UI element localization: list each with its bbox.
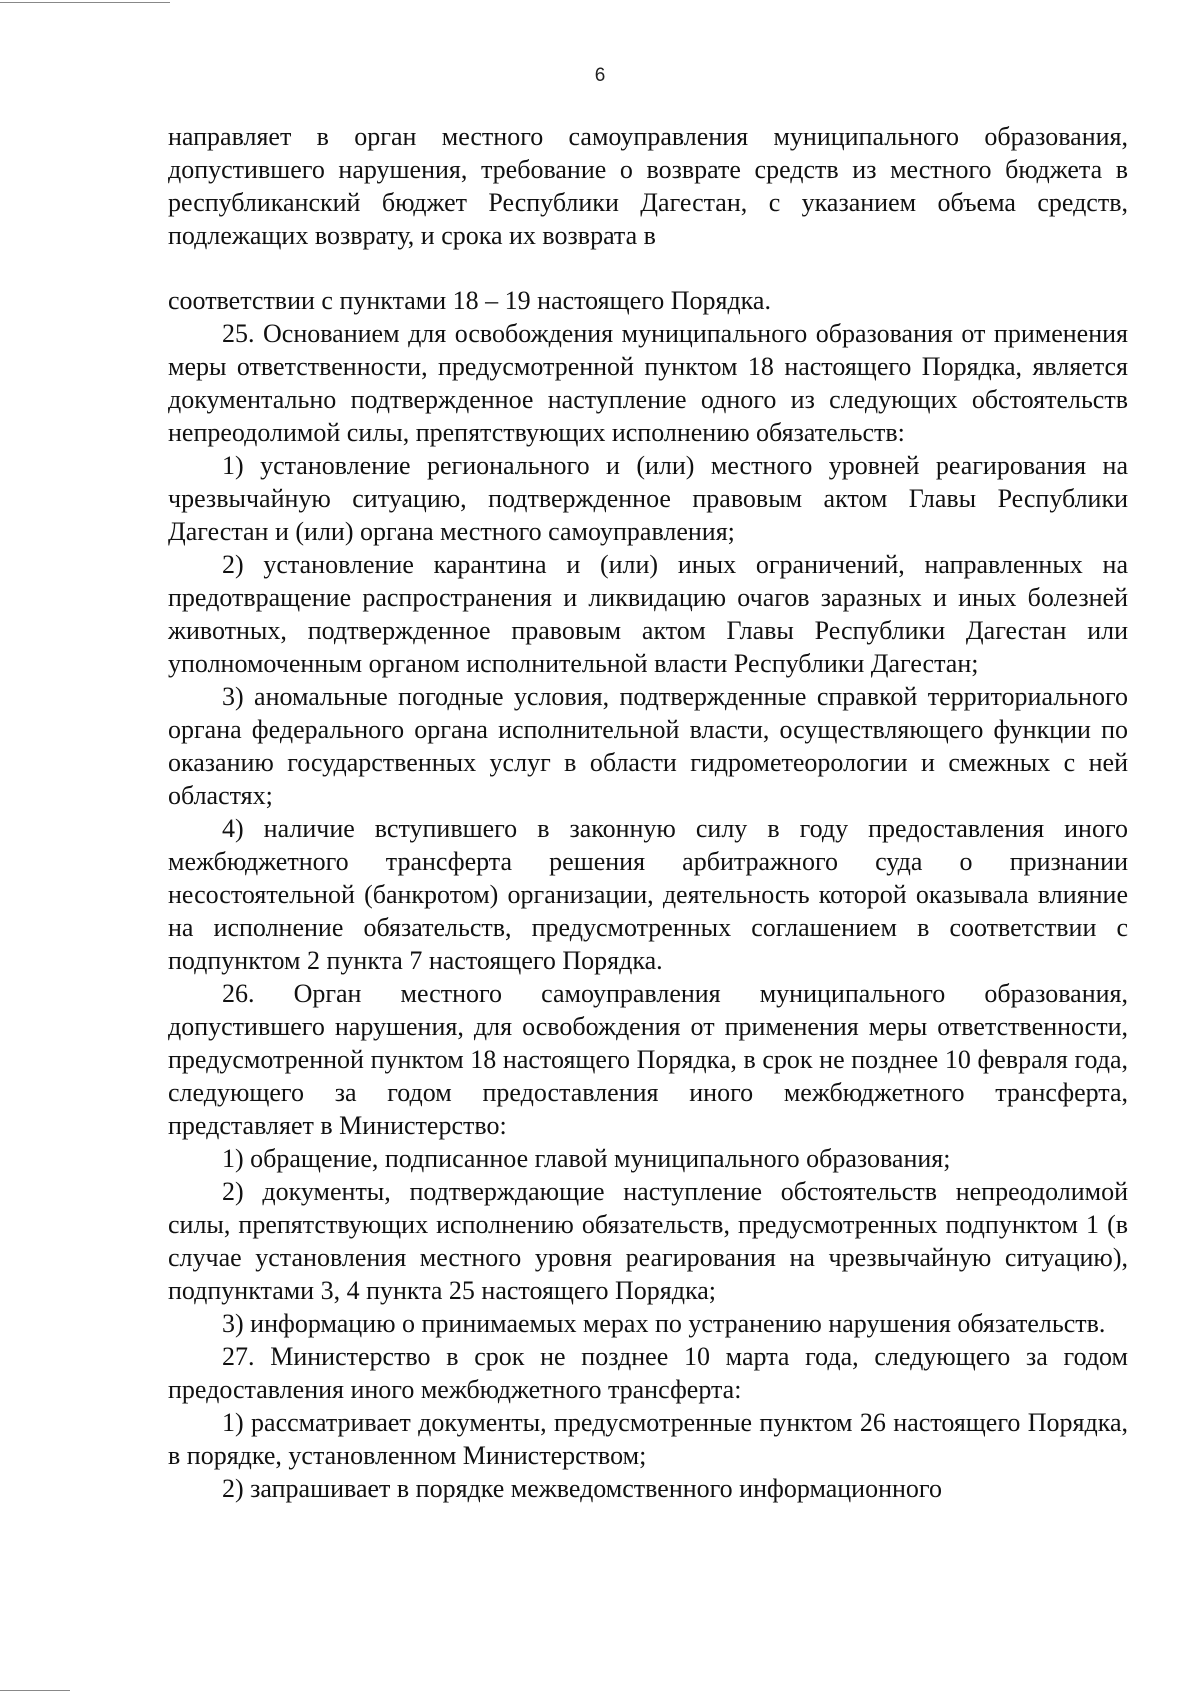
document-body [168,120,1128,1505]
scan-edge-mark-top [0,2,170,3]
paragraph-25-item-4: 4) наличие вступившего в законную силу в году предоставления иного межбюджетного трансферта решения арбитражного суда о признании несостоятельной (банкротом) организации, деятельность которой оказывала влияние на исполнение обязательств, предусмотренных соглашением в соответствии с подпунктом 2 пункта 7 настоящего Порядка. [168,814,1128,975]
paragraph-25-item-2: 2) установление карантина и (или) иных ограничений, направленных на предотвращение распространения и ликвидацию очагов заразных и иных болезней животных, подтвержденное правовым актом Главы Республики Дагестан или уполномоченным органом исполнительной власти Республики Дагестан; [168,550,1128,678]
paragraph-25-item-3: 3) аномальные погодные условия, подтвержденные справкой территориального органа федерального органа исполнительной власти, осуществляющего функции по оказанию государственных услуг в области гидрометеорологии и смежных с ней областях; [168,682,1128,810]
paragraph-25-item-1: 1) установление регионального и (или) местного уровней реагирования на чрезвычайную ситуацию, подтвержденное правовым актом Главы Республики Дагестан и (или) органа местного самоуправления; [168,451,1128,546]
paragraph-26-item-3: 3) информацию о принимаемых мерах по устранению нарушения обязательств. [222,1309,1106,1338]
paragraph-26: 26. Орган местного самоуправления муниципального образования, допустившего нарушения, для освобождения от применения меры ответственности, предусмотренной пунктом 18 настоящего Порядка, в срок не позднее 10 февраля года, следующего за годом предоставления иного межбюджетного трансферта, представляет в Министерство: [168,979,1128,1140]
paragraph-26-item-2: 2) документы, подтверждающие наступление обстоятельств непреодолимой силы, препятствующих исполнению обязательств, предусмотренных подпунктом 1 (в случае установления местного уровня реагирования на чрезвычайную ситуацию), подпунктами 3, 4 пункта 25 настоящего Порядка; [168,1177,1128,1305]
paragraph-continuation-end: соответствии с пунктами 18 – 19 настоящего Порядка. [168,286,771,315]
paragraph-25: 25. Основанием для освобождения муниципального образования от применения меры ответственности, предусмотренной пунктом 18 настоящего Порядка, является документально подтвержденное наступление одного из следующих обстоятельств непреодолимой силы, препятствующих исполнению обязательств: [168,319,1128,447]
paragraph-continuation: направляет в орган местного самоуправления муниципального образования, допустившего нарушения, требование о возврате средств из местного бюджета в республиканский бюджет Республики Дагестан, с указанием объема средств, подлежащих возврату, и срока их возврата в [168,122,1128,250]
paragraph-27-item-1: 1) рассматривает документы, предусмотренные пунктом 26 настоящего Порядка, в порядке, установленном Министерством; [168,1408,1128,1470]
paragraph-27-item-2: 2) запрашивает в порядке межведомственного информационного [222,1474,942,1503]
paragraph-26-item-1: 1) обращение, подписанное главой муниципального образования; [222,1144,951,1173]
page-number: 6 [594,65,606,86]
scan-edge-mark-bottom [0,1690,70,1691]
paragraph-27: 27. Министерство в срок не позднее 10 марта года, следующего за годом предоставления иного межбюджетного трансферта: [168,1342,1128,1404]
